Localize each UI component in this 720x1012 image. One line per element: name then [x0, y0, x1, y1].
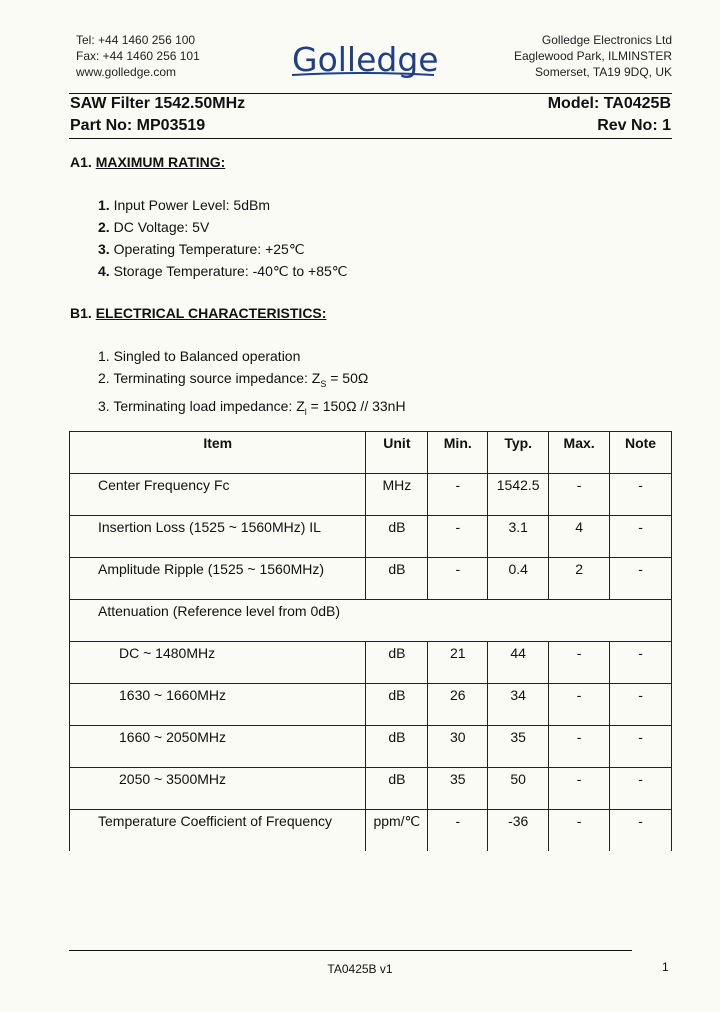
cell-max: - — [549, 810, 610, 852]
cell-max: - — [549, 726, 610, 768]
company-logo: Golledge — [292, 40, 439, 79]
cell-item: Temperature Coefficient of Frequency — [70, 810, 366, 852]
section-b-title: ELECTRICAL CHARACTERISTICS: — [95, 305, 327, 321]
cell-typ: 3.1 — [488, 516, 549, 558]
list-item: 1. Singled to Balanced operation — [98, 348, 301, 364]
model-number: Model: TA0425B — [547, 95, 671, 112]
cell-unit: dB — [366, 768, 428, 810]
cell-typ: 44 — [488, 642, 549, 684]
contact-fax: Fax: +44 1460 256 101 — [76, 49, 200, 63]
table-row — [70, 516, 672, 558]
cell-unit: ppm/℃ — [366, 810, 428, 852]
cell-item: Attenuation (Reference level from 0dB) — [70, 600, 672, 642]
page-number: 1 — [662, 960, 669, 974]
table-row — [70, 558, 672, 600]
company-address — [514, 32, 672, 80]
cell-item: 1630 ~ 1660MHz — [70, 684, 366, 726]
cell-note: - — [610, 558, 672, 600]
table-row — [70, 642, 672, 684]
list-item: 2. DC Voltage: 5V — [98, 219, 210, 235]
table-row — [70, 600, 672, 642]
cell-max: - — [549, 684, 610, 726]
cell-note: - — [610, 810, 672, 852]
cell-unit: dB — [366, 642, 428, 684]
cell-item: Amplitude Ripple (1525 ~ 1560MHz) — [70, 558, 366, 600]
cell-item: 1660 ~ 2050MHz — [70, 726, 366, 768]
cell-max: - — [549, 474, 610, 516]
cell-unit: MHz — [366, 474, 428, 516]
company-addr2: Somerset, TA19 9DQ, UK — [535, 65, 672, 79]
product-title: SAW Filter 1542.50MHz — [70, 95, 246, 112]
cell-unit: dB — [366, 516, 428, 558]
cell-max: 2 — [549, 558, 610, 600]
cell-max: - — [549, 642, 610, 684]
cell-typ: 50 — [488, 768, 549, 810]
col-header-note: Note — [610, 432, 672, 474]
footer-doc-id: TA0425B v1 — [327, 962, 393, 976]
cell-min: - — [428, 516, 488, 558]
revision-number: Rev No: 1 — [597, 117, 671, 134]
cell-unit: dB — [366, 684, 428, 726]
contact-tel: Tel: +44 1460 256 100 — [76, 33, 196, 47]
cell-unit: dB — [366, 558, 428, 600]
logo-underline-icon — [290, 72, 436, 78]
table-row — [70, 768, 672, 810]
table-row — [70, 810, 672, 852]
list-item: 3. Terminating load impedance: $Z_l = 150\Omega // 33nH$ — [98, 397, 406, 417]
table-row — [70, 726, 672, 768]
cell-min: 21 — [428, 642, 488, 684]
cell-min: 26 — [428, 684, 488, 726]
col-header-unit: Unit — [366, 432, 428, 474]
section-b-list — [98, 345, 406, 423]
col-header-typ: Typ. — [488, 432, 549, 474]
cell-min: 35 — [428, 768, 488, 810]
cell-typ: 35 — [488, 726, 549, 768]
cell-typ: 34 — [488, 684, 549, 726]
list-item: 3. Operating Temperature: +25℃ — [98, 241, 305, 257]
section-a-title: MAXIMUM RATING: — [95, 154, 226, 170]
table-row — [70, 474, 672, 516]
list-item: 4. Storage Temperature: -40℃ to +85℃ — [98, 263, 348, 279]
company-name: Golledge Electronics Ltd — [541, 33, 672, 47]
list-item: 1. Input Power Level: 5dBm — [98, 197, 270, 213]
cell-note: - — [610, 726, 672, 768]
cell-note: - — [610, 516, 672, 558]
contact-web[interactable]: www.golledge.com — [76, 65, 177, 79]
cell-note: - — [610, 474, 672, 516]
cell-typ: -36 — [488, 810, 549, 852]
header-bottom-rule — [69, 138, 672, 139]
cell-item: Insertion Loss (1525 ~ 1560MHz) IL — [70, 516, 366, 558]
section-a-heading — [70, 154, 225, 170]
table-row — [70, 684, 672, 726]
section-a-list — [98, 194, 348, 282]
cell-unit: dB — [366, 726, 428, 768]
cell-note: - — [610, 642, 672, 684]
cell-max: - — [549, 768, 610, 810]
cell-min: 30 — [428, 726, 488, 768]
part-number: Part No: MP03519 — [70, 117, 206, 134]
cell-typ: 1542.5 — [488, 474, 549, 516]
cell-note: - — [610, 684, 672, 726]
footer-rule — [69, 950, 632, 951]
col-header-max: Max. — [549, 432, 610, 474]
cell-min: - — [428, 810, 488, 852]
col-header-item: Item — [70, 432, 366, 474]
cell-item: DC ~ 1480MHz — [70, 642, 366, 684]
company-addr1: Eaglewood Park, ILMINSTER — [513, 49, 672, 63]
cell-typ: 0.4 — [488, 558, 549, 600]
section-a-number: A1. — [70, 154, 96, 170]
cell-note: - — [610, 768, 672, 810]
cell-min: - — [428, 558, 488, 600]
header-top-rule — [69, 93, 672, 94]
cell-item: 2050 ~ 3500MHz — [70, 768, 366, 810]
cell-max: 4 — [549, 516, 610, 558]
table-header-row — [70, 432, 672, 474]
section-b-number: B1. — [70, 305, 96, 321]
col-header-min: Min. — [428, 432, 488, 474]
section-b-heading — [70, 305, 326, 321]
list-item: 2. Terminating source impedance: $Z_S = 50\Omega$ — [98, 370, 369, 389]
contact-block — [76, 32, 200, 80]
spec-table — [69, 431, 672, 851]
cell-min: - — [428, 474, 488, 516]
cell-item: Center Frequency Fc — [70, 474, 366, 516]
